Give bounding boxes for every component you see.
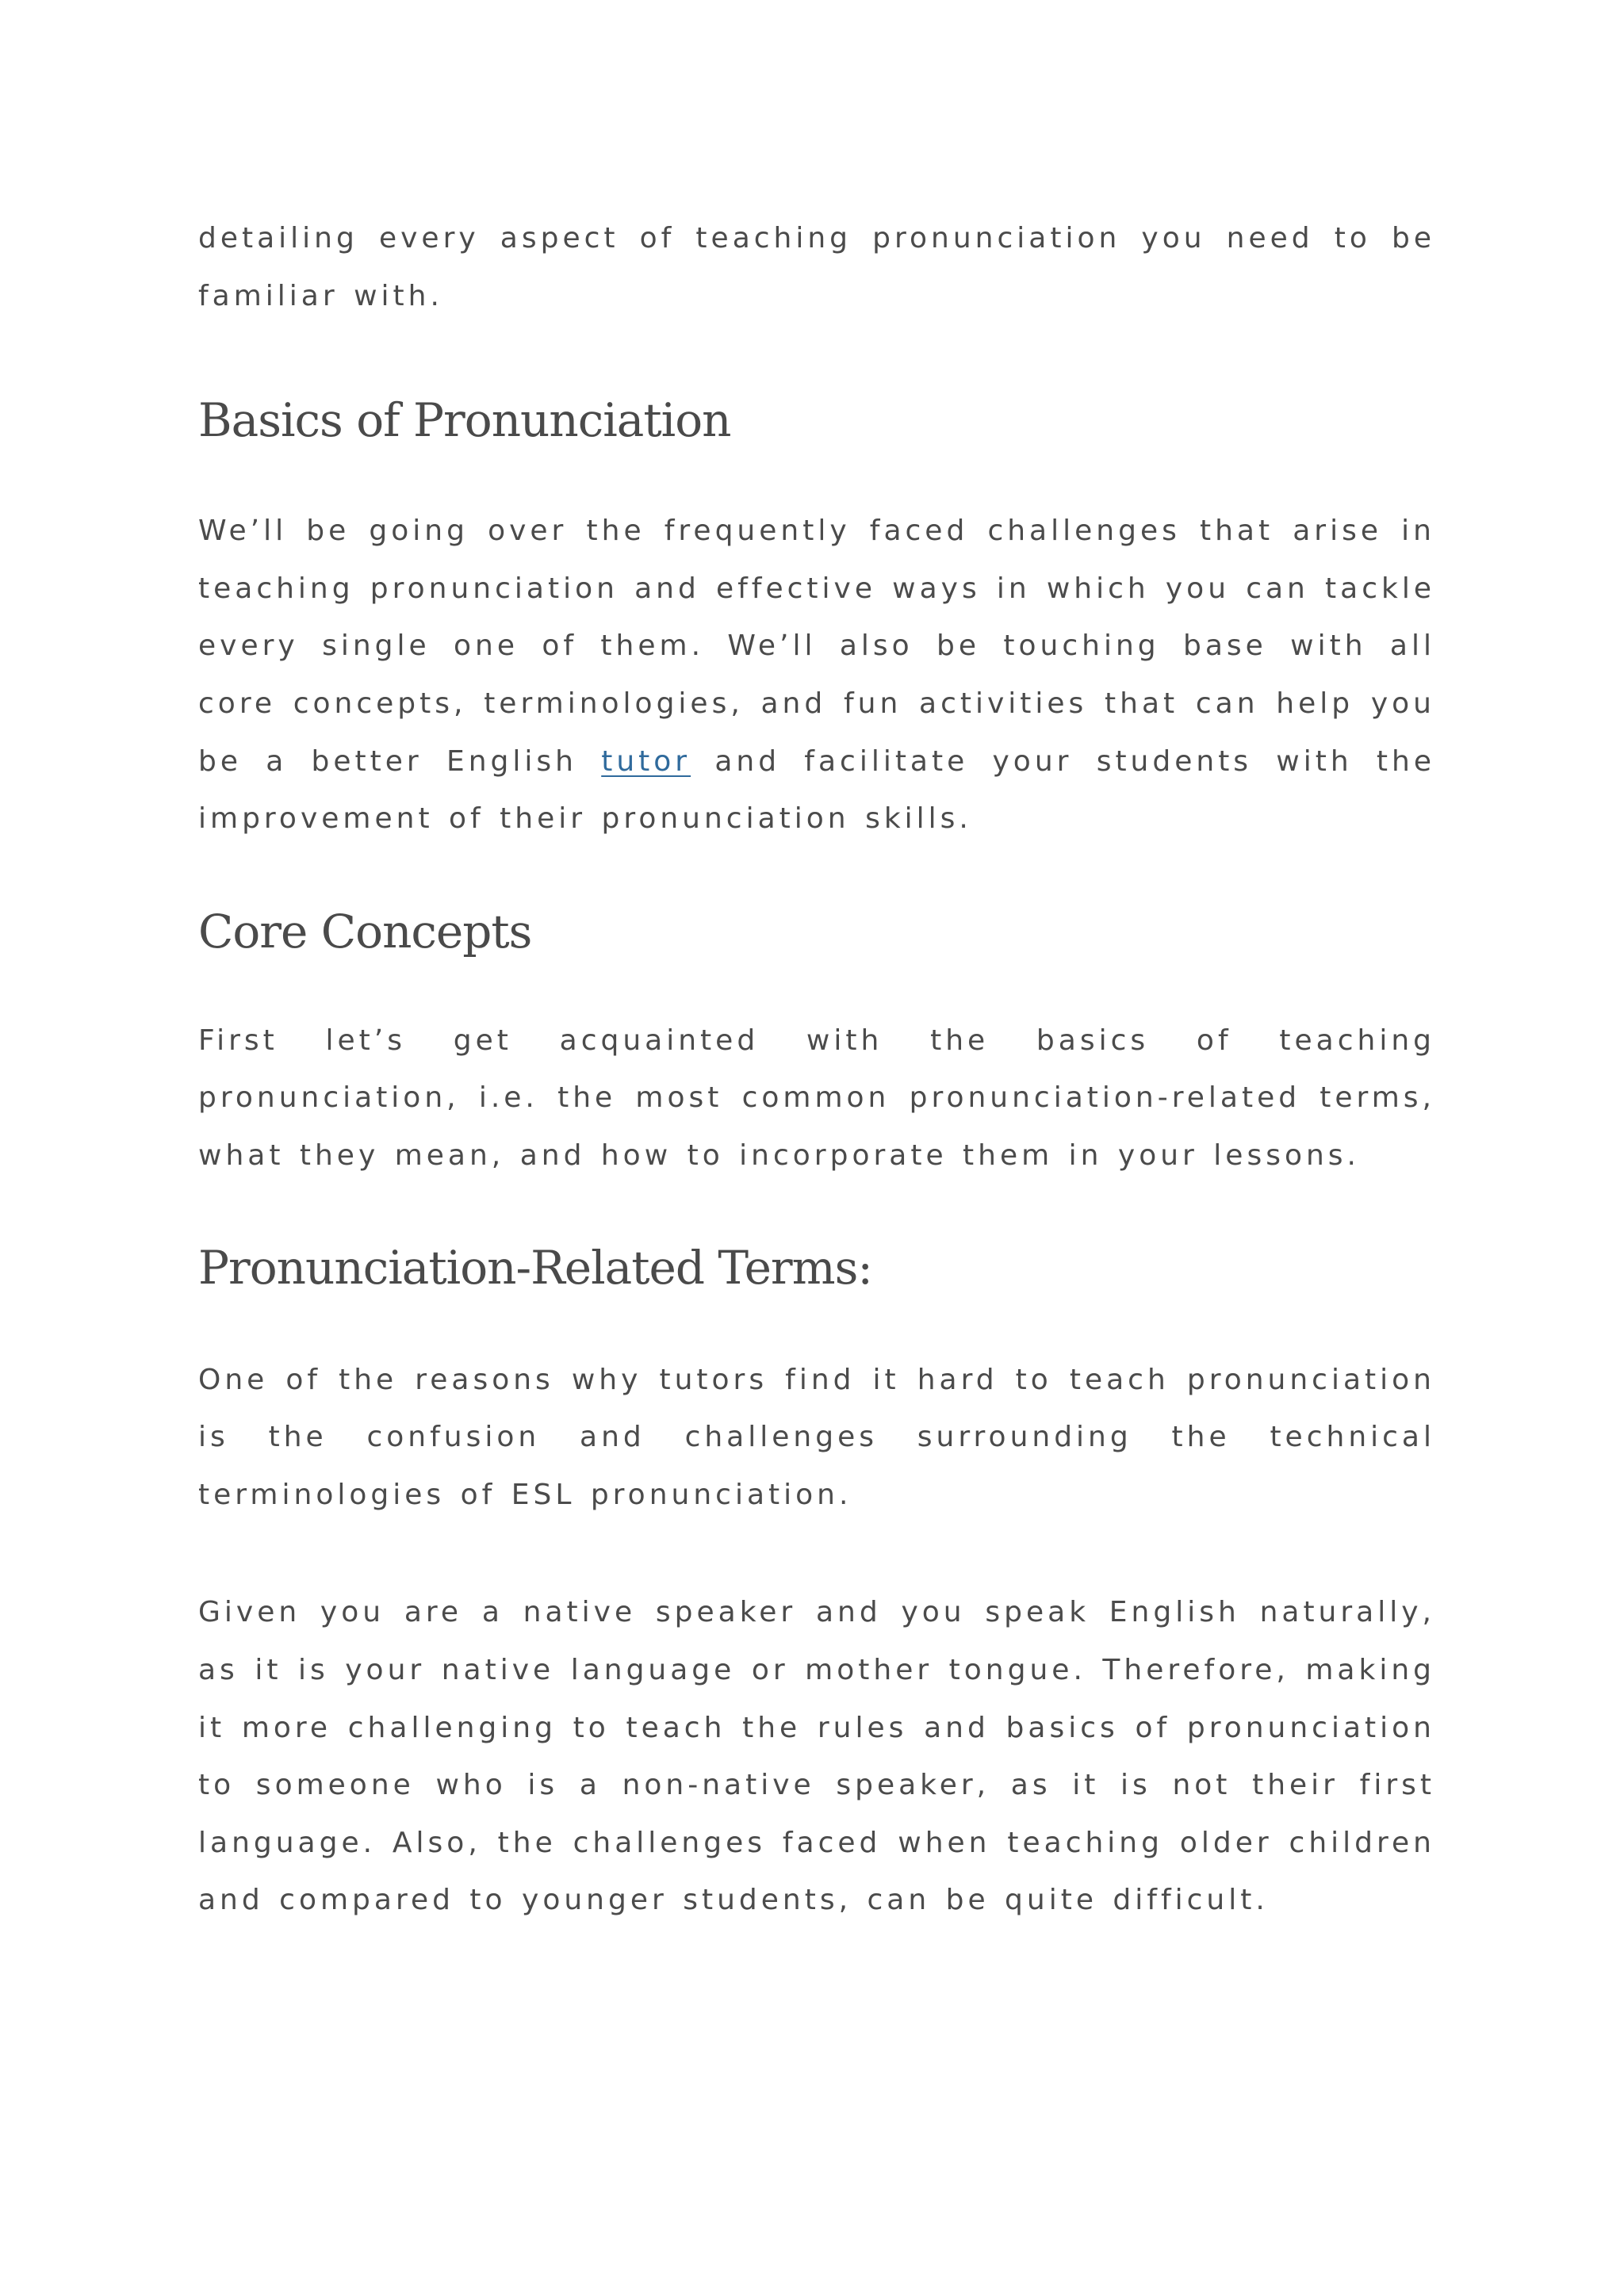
heading-pronunciation-related-terms: Pronunciation-Related Terms: bbox=[198, 1240, 872, 1295]
basics-paragraph bbox=[198, 503, 1435, 848]
document-page bbox=[198, 210, 1435, 1930]
intro-paragraph-tail: detailing every aspect of teaching pronunciation you need to be familiar with. bbox=[198, 222, 1435, 312]
heading-basics-of-pronunciation: Basics of Pronunciation bbox=[198, 393, 731, 448]
heading-core-concepts: Core Concepts bbox=[198, 904, 532, 959]
tutor-link[interactable]: tutor bbox=[601, 744, 691, 778]
basics-paragraph-text-start: We’ll be going over the frequently faced challenges that arise in teaching pronunciation and effective ways in which you can tackle every single one of them. We’ll also be touching base with all core concepts, terminologies, and fun activities that can help you be a better English bbox=[198, 515, 1435, 778]
terms-paragraph-2: Given you are a native speaker and you speak English naturally, as it is your native language or mother tongue. Therefore, making it more challenging to teach the rules and basics of pronunciation to someone who is a non-native speaker, as it is not their first language. Also, the challenges faced when teaching older children and compared to younger students, can be quite difficult. bbox=[198, 1596, 1435, 1917]
terms-paragraph-1: One of the reasons why tutors find it hard to teach pronunciation is the confusion and challenges surrounding the technical terminologies of ESL pronunciation. bbox=[198, 1363, 1435, 1511]
basics-paragraph-text-end: and facilitate your students with the improvement of their pronunciation skills. bbox=[198, 744, 1435, 836]
core-concepts-paragraph: First let’s get acquainted with the basics of teaching pronunciation, i.e. the most common pronunciation-related terms, what they mean, and how to incorporate them in your lessons. bbox=[198, 1024, 1435, 1172]
